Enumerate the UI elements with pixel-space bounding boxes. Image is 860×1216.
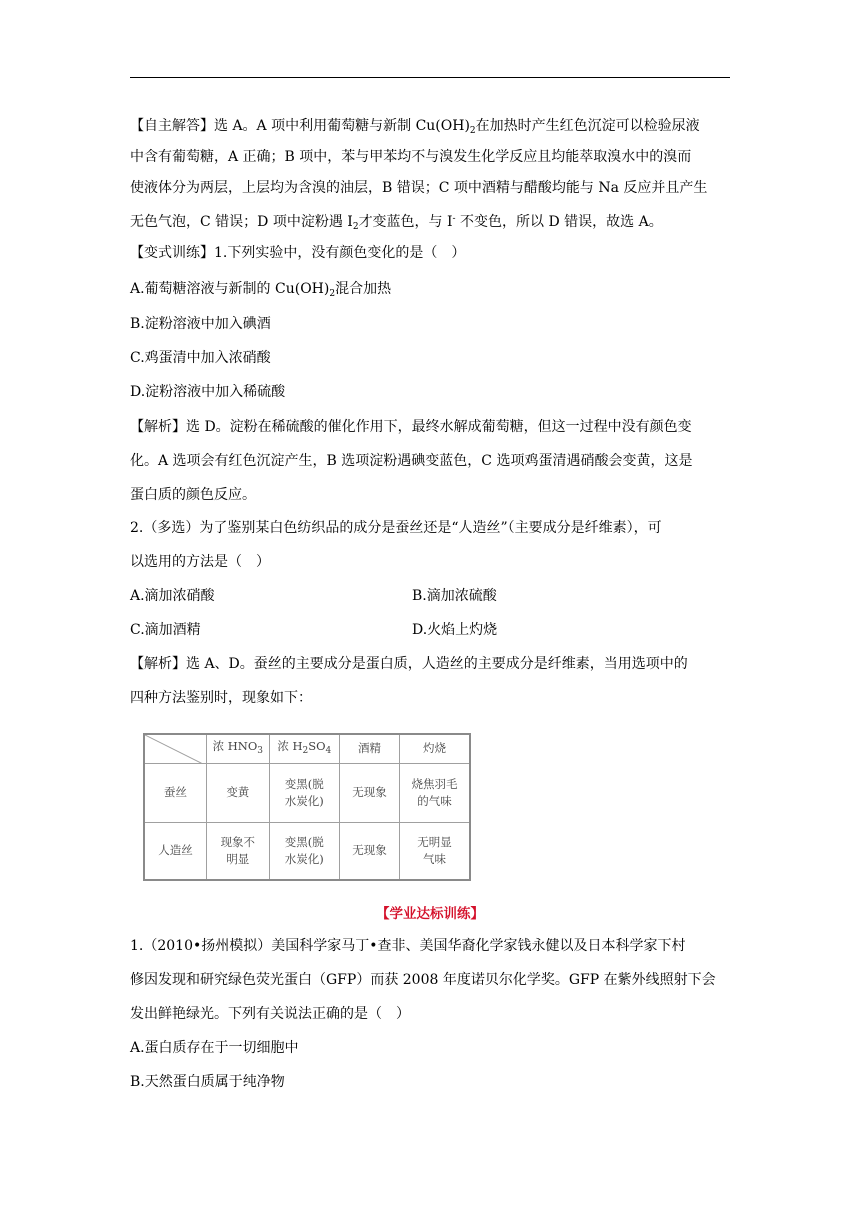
row-label-silk: 蚕丝: [144, 763, 207, 822]
q2-analysis-2: 四种方法鉴别时，现象如下：: [130, 690, 312, 706]
silk-burning: 烧焦羽毛 的气味: [400, 763, 470, 822]
rayon-hno3: 现象不 明显: [207, 822, 270, 880]
q2-option-d: D.火焰上灼烧: [412, 622, 498, 638]
rayon-alcohol: 无现象: [340, 822, 400, 880]
silk-hno3: 变黄: [207, 763, 270, 822]
answer-line-1: 【自主解答】选 A。A 项中利用葡萄糖与新制 $Cu(OH)_2$在加热时产生红色沉淀可以检验尿液: [130, 118, 700, 136]
table-corner-cell: [144, 734, 207, 763]
rayon-h2so4: 变黑(脱 水炭化): [269, 822, 339, 880]
q2-option-a: A.滴加浓硝酸: [130, 588, 215, 604]
q1-analysis-3: 蛋白质的颜色反应。: [130, 487, 256, 503]
header-hno3: 浓 $HNO_3$: [207, 734, 270, 763]
q2-options-ab: [130, 586, 740, 606]
q1-option-b: B.淀粉溶液中加入碘酒: [130, 316, 271, 332]
q3-stem-3: 发出鲜艳绿光。下列有关说法正确的是（ ）: [130, 1006, 410, 1022]
silk-alcohol: 无现象: [340, 763, 400, 822]
header-burning: 灼烧: [400, 734, 470, 763]
header-alcohol: 酒精: [340, 734, 400, 763]
q1-analysis-2: 化。A 选项会有红色沉淀产生，B 选项淀粉遇碘变蓝色，C 选项鸡蛋清遇硝酸会变黄，这是: [130, 453, 693, 469]
q3-option-a: A.蛋白质存在于一切细胞中: [130, 1040, 299, 1056]
answer-line-3: 使液体分为两层，上层均为含溴的油层，B 错误；C 项中酒精与醋酸均能与 Na 反应并且产生: [130, 180, 708, 196]
q1-analysis-1: 【解析】选 D。淀粉在稀硫酸的催化作用下，最终水解成葡萄糖，但这一过程中没有颜色变: [130, 419, 692, 435]
rayon-burning: 无明显 气味: [400, 822, 470, 880]
diagonal-line: [145, 735, 203, 764]
section-title: 【学业达标训练】: [376, 906, 484, 922]
q3-stem-1: 1.（2010•扬州模拟）美国科学家马丁•查非、美国华裔化学家钱永健以及日本科学家下村: [130, 938, 686, 954]
comparison-table: [143, 733, 471, 881]
q2-options-cd: [130, 620, 740, 640]
q2-option-c: C.滴加酒精: [130, 622, 201, 638]
q2-option-b: B.滴加浓硫酸: [412, 588, 497, 604]
table-row: [144, 822, 470, 880]
answer-line-2: 中含有葡萄糖，A 正确；B 项中，苯与甲苯均不与溴发生化学反应且均能萃取溴水中的溴而: [130, 149, 692, 165]
q2-stem-1: 2.（多选）为了鉴别某白色纺织品的成分是蚕丝还是“人造丝”（主要成分是纤维素），可: [130, 520, 662, 536]
q3-stem-2: 修因发现和研究绿色荧光蛋白（GFP）而获 2008 年度诺贝尔化学奖。GFP 在紫外线照射下会: [130, 972, 716, 988]
table-header-row: [144, 734, 470, 763]
q2-analysis-1: 【解析】选 A、D。蚕丝的主要成分是蛋白质，人造丝的主要成分是纤维素，当用选项中的: [130, 656, 688, 672]
answer-line-4: 无色气泡，C 错误；D 项中淀粉遇 $I_2$才变蓝色，与 I- 不变色，所以 D 错误，故选 A。: [130, 214, 663, 232]
row-label-rayon: 人造丝: [144, 822, 207, 880]
q1-option-c: C.鸡蛋清中加入浓硝酸: [130, 350, 271, 366]
silk-h2so4: 变黑(脱 水炭化): [269, 763, 339, 822]
header-h2so4: 浓 $H_2SO_4$: [269, 734, 339, 763]
q2-stem-2: 以选用的方法是（ ）: [130, 554, 270, 570]
header-rule: [130, 77, 730, 78]
q1-stem: 【变式训练】1.下列实验中，没有颜色变化的是（ ）: [130, 245, 466, 261]
q1-option-d: D.淀粉溶液中加入稀硫酸: [130, 384, 286, 400]
q3-option-b: B.天然蛋白质属于纯净物: [130, 1074, 285, 1090]
table-row: [144, 763, 470, 822]
q1-option-a: A.葡萄糖溶液与新制的 $Cu(OH)_2$混合加热: [130, 281, 392, 299]
